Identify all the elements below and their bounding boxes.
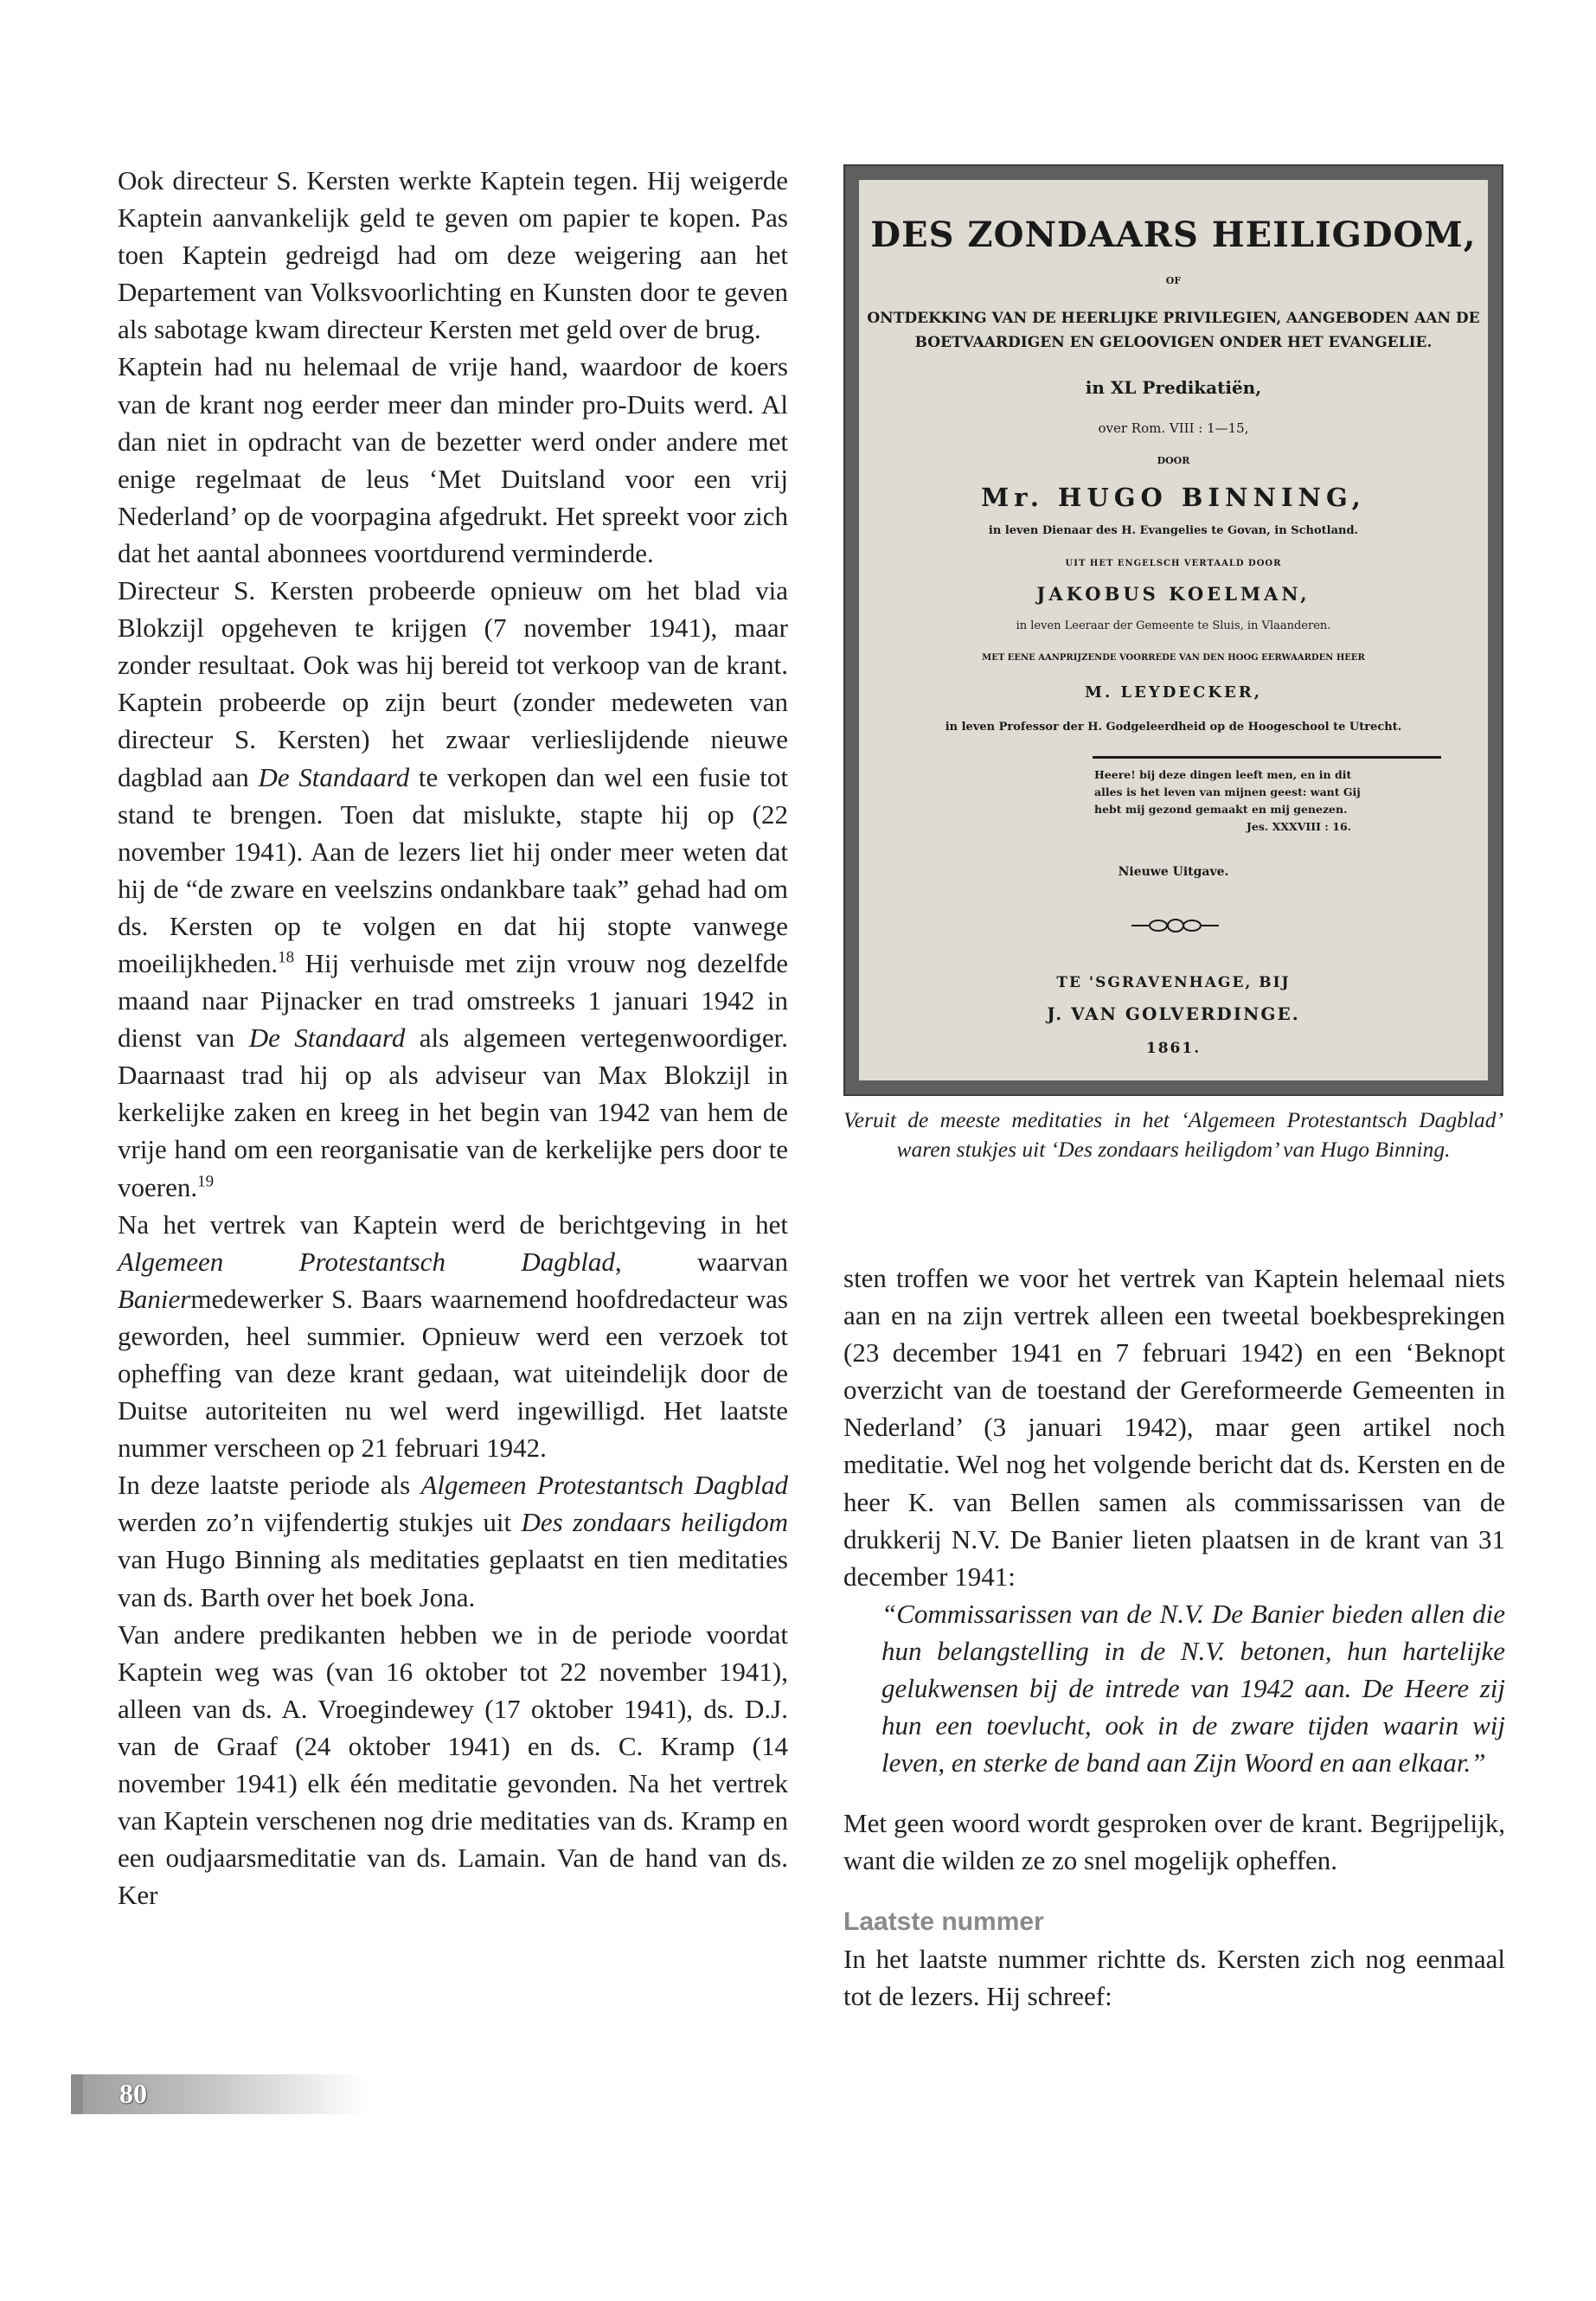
figure-publisher: J. VAN GOLVERDINGE.: [1047, 1003, 1300, 1024]
figure-author-role: in leven Dienaar des H. Evangelies te Govan, in Schotland.: [988, 524, 1359, 537]
figure-of: OF: [1165, 275, 1182, 286]
motto-line: hebt mij gezond gemaakt en mij genezen.: [1094, 803, 1348, 816]
figure-preface: MET EENE AANPRIJZENDE VOORREDE VAN DEN HOOG EERWAARDEN HEER: [982, 653, 1365, 663]
figure-translator-role: in leven Leeraar der Gemeente te Sluis, in Vlaanderen.: [1016, 619, 1331, 632]
paragraph: Kaptein had nu helemaal de vrije hand, waardoor de koers van de krant nog eerder meer dan minder pro-Duits werd. Al dan niet in opdracht van de bezetter werd onder andere met enige regelmaat de leus ‘Met Duitsland voor een vrij Nederland’ op de voorpagina afgedrukt. Het spreekt voor zich dat het aantal abonnees voortdurend verminderde.: [118, 351, 788, 568]
page-number: 80: [119, 2078, 147, 2109]
text-run: medewerker S. Baars waarnemend hoofdredacteur was geworden, heel summier. Opnieuw werd een verzoek tot opheffing van deze krant gedaan, wat uiteindelijk door de Duitse autoriteiten nu wel werd ingewilligd. Het laatste nummer verscheen op 21 februari 1942.: [118, 1283, 788, 1464]
newspaper-title: De Standaard: [248, 1022, 406, 1054]
paragraph: Ook directeur S. Kersten werkte Kaptein tegen. Hij weigerde Kaptein aanvankelijk geld te geven om papier te kopen. Pas toen Kaptein gedreigd had om deze weigering aan het Departement van Volksvoorlichting en Kunsten door te geven als sabotage kwam directeur Kersten met geld over de brug.: [118, 165, 788, 345]
title-page-image: [859, 180, 1488, 1080]
figure-title: DES ZONDAARS HEILIGDOM,: [870, 215, 1477, 255]
text-run: werden zo’n vijfendertig stukjes uit: [118, 1507, 522, 1538]
text-run: , waarvan: [614, 1246, 788, 1277]
ornament-icon: [859, 915, 1491, 936]
figure-door: DOOR: [1157, 455, 1190, 466]
paragraph: Van andere predikanten hebben we in de periode voordat Kaptein weg was (van 16 oktober tot 22 november 1941), alleen van ds. A. Vroegindewey (17 oktober 1941), ds. D.J. van de Graaf (24 oktober 1941) en ds. C. Kramp (14 november 1941) elk één meditatie gevonden. Na het vertrek van Kaptein verschenen nog drie meditaties van ds. Kramp en een oudjaarsmeditatie van ds. Lamain. Van de hand van ds. Ker: [118, 1618, 788, 1911]
figure-place: TE 'SGRAVENHAGE, BIJ: [1056, 974, 1291, 991]
motto-line: alles is het leven van mijnen geest: want Gij: [1094, 785, 1361, 798]
newspaper-title: Algemeen Protestantsch Dagblad: [420, 1470, 788, 1501]
paragraph: sten troffen we voor het vertrek van Kaptein helemaal niets aan en na zijn vertrek alleen een tweetal boekbesprekingen (23 december 1941 en 7 februari 1942) en een ‘Beknopt overzicht van de toestand der Gereformeerde Gemeenten in Nederland’ (3 januari 1942), maar geen artikel noch meditatie. Wel nog het volgende bericht dat ds. Kersten en de heer K. van Bellen samen als commissarissen van de drukkerij N.V. De Banier lieten plaatsen in de krant van 31 december 1941:: [843, 1263, 1505, 1592]
figure-subtitle-1: ONTDEKKING VAN DE HEERLIJKE PRIVILEGIEN, AANGEBODEN AAN DE: [867, 310, 1480, 327]
text-run: te verkopen dan wel een fusie tot stand te brengen. Toen dat mislukte, stapte hij op (22 november 1941). Aan de lezers liet hij onder meer weten dat hij de “de zware en veelszins ondankbare taak” gehad had om ds. Kersten op te volgen en dat hij stopte vanwege moeilijkheden.: [118, 761, 788, 978]
figure-predikatien: in XL Predikatiën,: [1085, 377, 1262, 398]
figure-motto: [1094, 766, 1453, 836]
block-quote: “Commissarissen van de N.V. De Banier bieden allen die hun belangstelling in de N.V. betonen, hun hartelijke gelukwensen bij de intrede van 1942 aan. De Heere zij hun een toevlucht, ook in de zware tijden waarin wij leven, en sterke de band aan Zijn Woord en aan elkaar.”: [881, 1598, 1505, 1779]
figure-preface-author: M. LEYDECKER,: [1085, 683, 1262, 702]
newspaper-title: De Standaard: [258, 761, 410, 792]
paragraph: [118, 572, 788, 1206]
section-heading: Laatste nummer: [843, 1907, 1044, 1936]
figure-translated: UIT HET ENGELSCH VERTAALD DOOR: [1065, 559, 1282, 568]
footnote-ref-18: 18: [278, 948, 295, 967]
text-run: Directeur S. Kersten probeerde opnieuw om het blad via Blokzijl opgeheven te krijgen (7 november 1941), maar zonder resultaat. Ook was hij bereid tot verkoop van de krant. Kaptein probeerde op zijn beurt (zonder medeweten van directeur S. Kersten) het zwaar verlieslijdende nieuwe dagblad aan: [118, 575, 788, 792]
paragraph: [118, 1206, 788, 1467]
right-column: [843, 1259, 1505, 2015]
title-page-figure: [843, 164, 1503, 1096]
text-run: van Hugo Binning als meditaties geplaatst en tien meditaties van ds. Barth over het boek Jona.: [118, 1544, 788, 1612]
figure-caption: Veruit de meeste meditaties in het ‘Algemeen Protestantsch Dagblad’ waren stukjes uit ‘Des zondaars heiligdom’ van Hugo Binning.: [843, 1107, 1503, 1162]
text-run: In deze laatste periode als: [118, 1470, 421, 1501]
newspaper-title: Algemeen Protestantsch Dagblad: [118, 1246, 615, 1277]
figure-translator: JAKOBUS KOELMAN,: [1036, 583, 1311, 605]
figure-preface-role: in leven Professor der H. Godgeleerdheid op de Hoogeschool te Utrecht.: [945, 721, 1402, 734]
figure-over: over Rom. VIII : 1—15,: [1098, 420, 1249, 436]
paragraph: In het laatste nummer richtte ds. Kersten zich nog eenmaal tot de lezers. Hij schreef:: [843, 1943, 1505, 2011]
figure-subtitle-2: BOETVAARDIGEN EN GELOOVIGEN ONDER HET EVANGELIE.: [914, 334, 1433, 351]
book-title: Des zondaars heiligdom: [521, 1507, 788, 1538]
figure-author: Mr. HUGO BINNING,: [981, 483, 1366, 512]
figure-year: 1861.: [1145, 1040, 1202, 1057]
text-run: als algemeen vertegenwoordiger. Daarnaast trad hij op als adviseur van Max Blokzijl in kerkelijke zaken en kreeg in het begin van 1942 van hem de vrije hand om een reorganisatie van de kerkelijke pers door te voeren.: [118, 1022, 789, 1202]
motto-reference: Jes. XXXVIII : 16.: [1246, 820, 1351, 833]
spacer: [843, 1880, 1505, 1903]
figure-rule: [1093, 756, 1441, 759]
newspaper-title: Banier: [118, 1283, 191, 1314]
footnote-ref-19: 19: [197, 1172, 215, 1191]
folio-bar: [71, 2074, 83, 2114]
spacer: [843, 1781, 1505, 1804]
page-footer: [71, 2074, 365, 2114]
text-run: Hij verhuisde met zijn vrouw nog dezelfde maand naar Pijnacker en trad omstreeks 1 januari 1942 in dienst van: [118, 947, 788, 1054]
left-column: [118, 162, 788, 1913]
figure-edition: Nieuwe Uitgave.: [1118, 865, 1229, 879]
paragraph: Met geen woord wordt gesproken over de krant. Begrijpelijk, want die wilden ze zo snel mogelijk opheffen.: [843, 1808, 1505, 1876]
paragraph: [118, 1466, 788, 1615]
motto-line: Heere! bij deze dingen leeft men, en in dit: [1094, 768, 1352, 781]
text-run: Na het vertrek van Kaptein werd de berichtgeving in het: [118, 1208, 788, 1240]
